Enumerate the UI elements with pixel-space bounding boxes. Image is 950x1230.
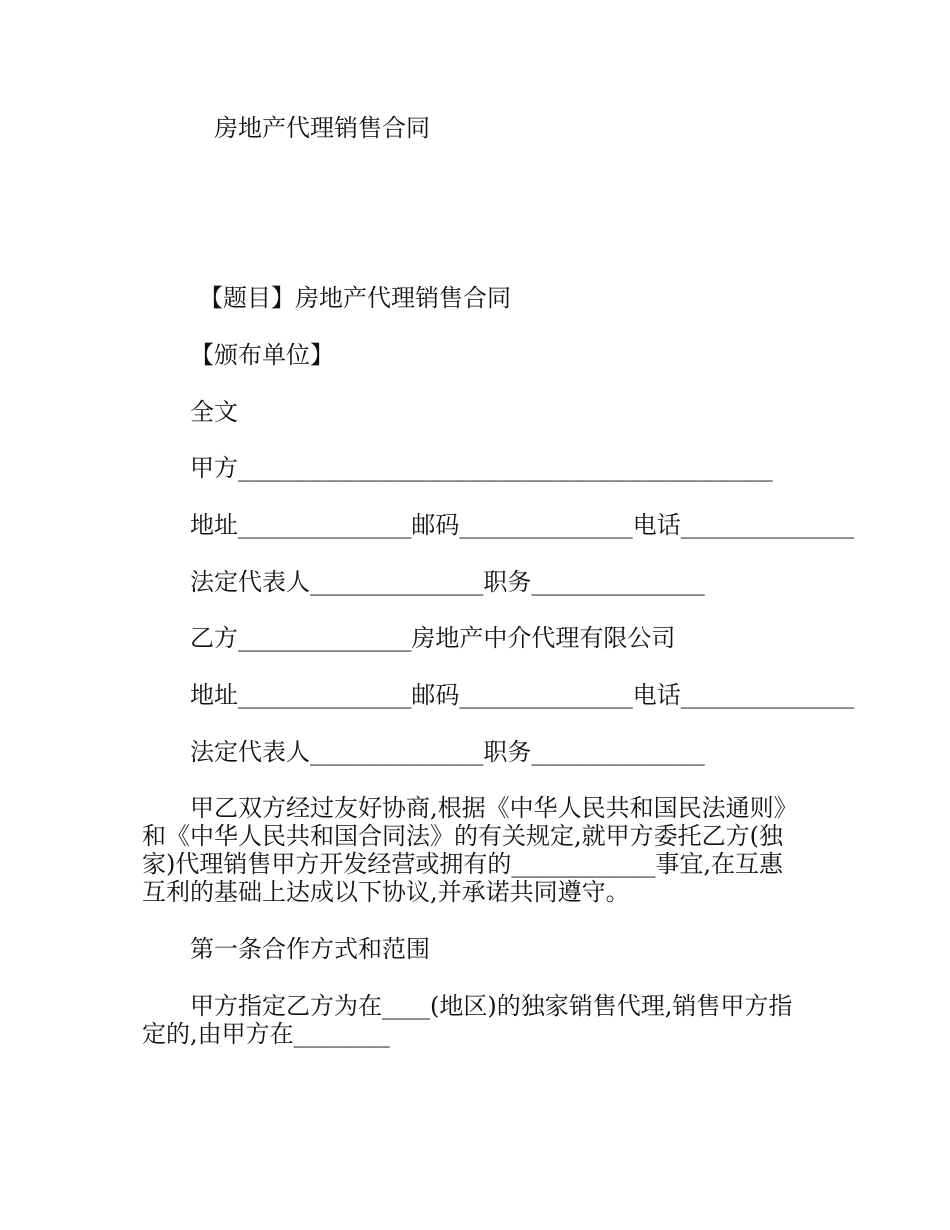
party-a-rep-blank: ____________ xyxy=(310,568,484,596)
party-b-contact-line xyxy=(190,680,854,710)
article-1-title: 第一条合作方式和范围 xyxy=(190,935,430,963)
party-b-label: 乙方 xyxy=(190,624,238,652)
party-a-rep-label: 法定代表人 xyxy=(190,568,310,596)
party-b-rep-label: 法定代表人 xyxy=(190,738,310,766)
party-b-phone-label: 电话 xyxy=(632,681,681,709)
party-b-address-label: 地址 xyxy=(190,681,238,709)
party-b-title-blank: ____________ xyxy=(531,738,705,766)
party-a-address-label: 地址 xyxy=(190,511,238,539)
party-a-blank: _____________________________________ xyxy=(238,454,773,482)
party-a-phone-blank: ____________ xyxy=(680,511,855,539)
party-b-phone-blank: ____________ xyxy=(680,681,855,709)
party-a-title-label: 职务 xyxy=(483,568,532,596)
article-1-body: 甲方指定乙方为在____(地区)的独家销售代理,销售甲方指定的,由甲方在________ xyxy=(142,992,793,1048)
party-a-postcode-label: 邮码 xyxy=(411,511,460,539)
party-b-rep-blank: ____________ xyxy=(310,738,484,766)
party-b-company-suffix: 房地产中介代理有限公司 xyxy=(411,624,676,652)
party-a-title-blank: ____________ xyxy=(531,568,705,596)
party-b-rep-line xyxy=(190,737,705,767)
party-a-address-blank: ____________ xyxy=(238,511,412,539)
topic-line: 【题目】房地产代理销售合同 xyxy=(199,284,511,312)
issuer-line: 【颁布单位】 xyxy=(190,341,334,369)
party-a-rep-line xyxy=(190,567,705,597)
fulltext-label: 全文 xyxy=(190,398,238,426)
party-a-contact-line xyxy=(190,510,854,540)
party-b-title-label: 职务 xyxy=(483,738,532,766)
document-heading: 房地产代理销售合同 xyxy=(214,114,430,142)
party-b-address-blank: ____________ xyxy=(238,681,412,709)
party-a-line xyxy=(190,453,773,483)
party-b-blank: ____________ xyxy=(238,624,412,652)
party-a-label: 甲方 xyxy=(190,454,238,482)
party-a-phone-label: 电话 xyxy=(632,511,681,539)
preamble-paragraph: 甲乙双方经过友好协商,根据《中华人民共和国民法通则》和《中华人民共和国合同法》的有关规定,就甲方委托乙方(独家)代理销售甲方开发经营或拥有的____________事宜,在互惠互利的基础上达成以下协议,并承诺共同遵守。 xyxy=(142,794,798,906)
party-b-line xyxy=(190,623,675,653)
party-b-postcode-blank: ____________ xyxy=(459,681,633,709)
party-b-postcode-label: 邮码 xyxy=(411,681,460,709)
party-a-postcode-blank: ____________ xyxy=(459,511,633,539)
